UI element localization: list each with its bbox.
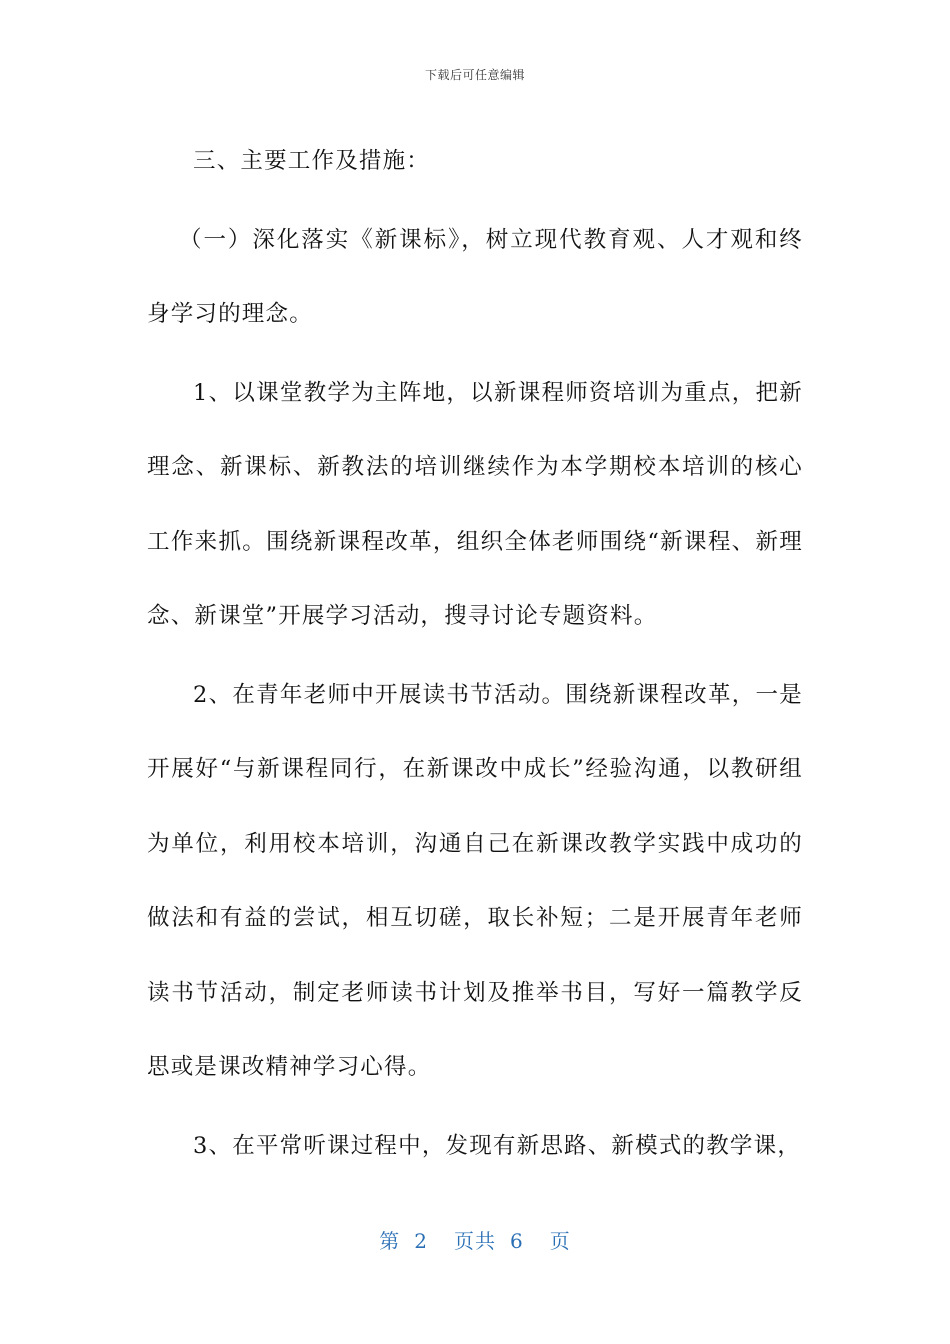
page-label-suffix: 页 bbox=[549, 1229, 571, 1253]
current-page-number: 2 bbox=[414, 1229, 428, 1253]
paragraph-item-1: 1、以课堂教学为主阵地，以新课程师资培训为重点，把新理念、新课标、新教法的培训继续作为本学期校本培训的核心工作来抓。围绕新课程改革，组织全体老师围绕“新课程、新理念、新课堂”开展学习活动，搜寻讨论专题资料。 bbox=[147, 379, 803, 629]
document-body bbox=[147, 124, 803, 1187]
subsection-heading: （一）深化落实《新课标》，树立现代教育观、人才观和终身学习的理念。 bbox=[147, 226, 803, 327]
total-page-count: 6 bbox=[510, 1229, 524, 1253]
section-heading: 三、主要工作及措施： bbox=[193, 148, 431, 174]
paragraph-item-2: 2、在青年老师中开展读书节活动。围绕新课程改革，一是开展好“与新课程同行，在新课改中成长”经验沟通，以教研组为单位，利用校本培训，沟通自己在新课改教学实践中成功的做法和有益的尝试，相互切磋，取长补短；二是开展青年老师读书节活动，制定老师读书计划及推举书目，写好一篇教学反思或是课改精神学习心得。 bbox=[147, 681, 803, 1080]
page-label-prefix: 第 bbox=[379, 1229, 401, 1253]
page-header: 下载后可任意编辑 bbox=[424, 68, 525, 82]
paragraph-item-3: 3、在平常听课过程中，发现有新思路、新模式的教学课， bbox=[193, 1132, 802, 1159]
page-label-mid: 页共 bbox=[454, 1229, 496, 1253]
page-footer bbox=[0, 1225, 950, 1254]
